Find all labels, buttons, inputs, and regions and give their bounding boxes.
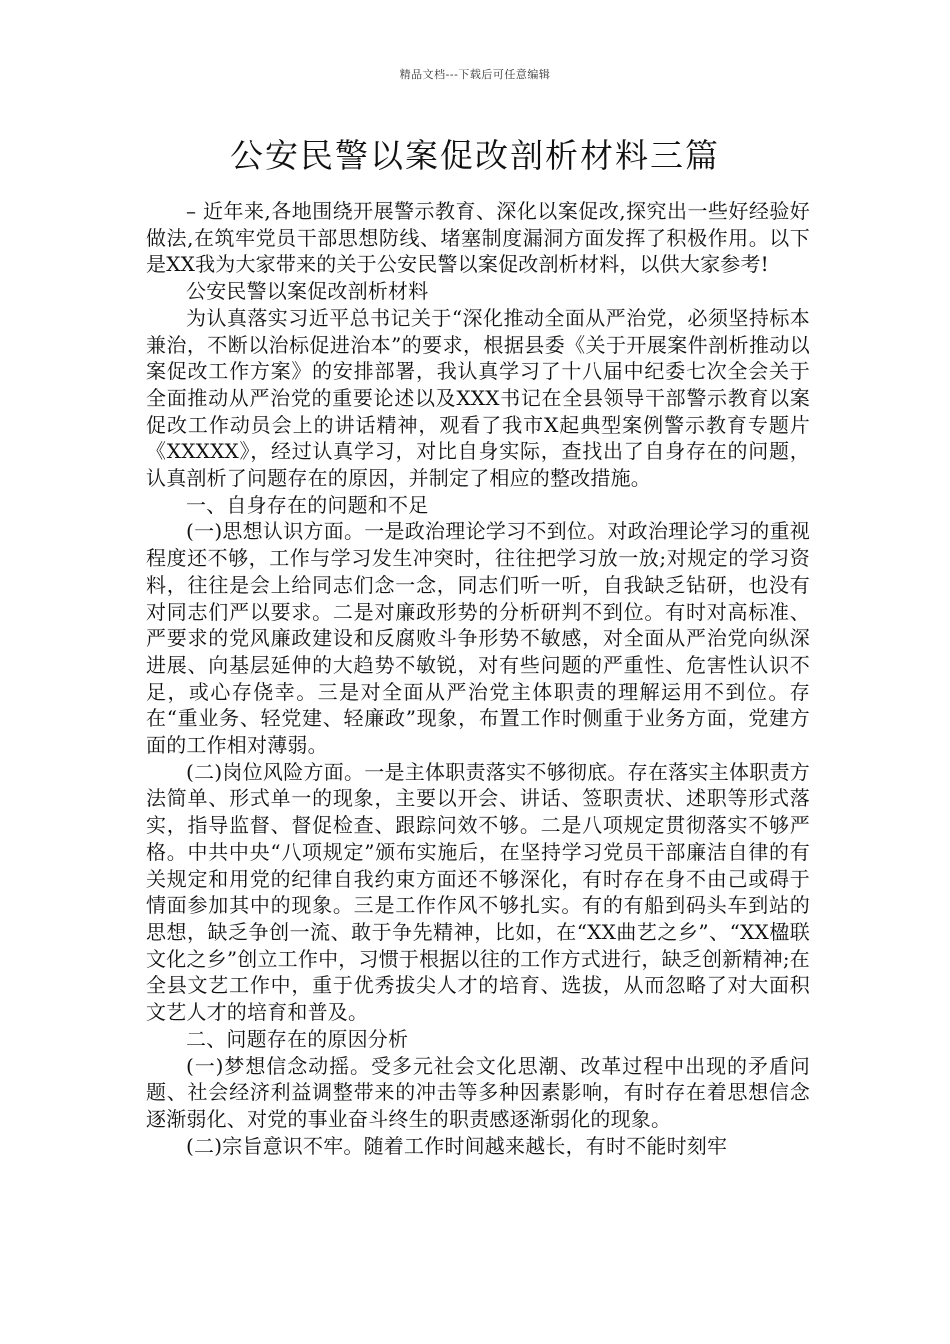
paragraph-belief: (一)梦想信念动摇。受多元社会文化思潮、改革过程中出现的矛盾问题、社会经济利益调整带来的冲击等多种因素影响，有时存在着思想信念逐渐弱化、对党的事业奋斗终生的职责感逐渐弱化的现象。 [146,1053,810,1131]
paragraph-post-risk: (二)岗位风险方面。一是主体职责落实不够彻底。存在落实主体职责方法简单、形式单一的现象，主要以开会、讲话、签职责状、述职等形式落实，指导监督、督促检查、跟踪问效不够。二是八项规定贯彻落实不够严格。中共中央“八项规定”颁布实施后，在坚持学习党员干部廉洁自律的有关规定和用党的纪律自我约束方面还不够深化，有时存在身不由己或碍于情面参加其中的现象。三是工作作风不够扎实。有的有船到码头车到站的思想，缺乏争创一流、敢于争先精神，比如，在“XX曲艺之乡”、“XX楹联文化之乡”创立工作中，习惯于根据以往的工作方式进行，缺乏创新精神;在全县文艺工作中，重于优秀拔尖人才的培育、选拔，从而忽略了对大面积文艺人才的培育和普及。 [146,759,810,1025]
paragraph-purpose: (二)宗旨意识不牢。随着工作时间越来越长，有时不能时刻牢 [186,1133,728,1158]
section-heading-causes: 二、问题存在的原因分析 [186,1026,409,1051]
paragraph-subtitle: 公安民警以案促改剖析材料 [186,279,429,304]
document-body [146,198,810,1159]
document-title: 公安民警以案促改剖析材料三篇 [230,136,720,175]
section-heading-problems: 一、自身存在的问题和不足 [186,492,429,517]
paragraph-ideology: (一)思想认识方面。一是政治理论学习不到位。对政治理论学习的重视程度还不够，工作与学习发生冲突时，往往把学习放一放;对规定的学习资料，往往是会上给同志们念一念，同志们听一听，自我缺乏钻研，也没有对同志们严以要求。二是对廉政形势的分析研判不到位。有时对高标准、严要求的党风廉政建设和反腐败斗争形势不敏感，对全面从严治党向纵深进展、向基层延伸的大趋势不敏锐，对有些问题的严重性、危害性认识不足，或心存侥幸。三是对全面从严治党主体职责的理解运用不到位。存在“重业务、轻党建、轻廉政”现象，布置工作时侧重于业务方面，党建方面的工作相对薄弱。 [146,519,810,758]
paragraph-preface: 为认真落实习近平总书记关于“深化推动全面从严治党，必须坚持标本兼治，不断以治标促进治本”的要求，根据县委《关于开展案件剖析推动以案促改工作方案》的安排部署，我认真学习了十八届中纪委七次全会关于全面推动从严治党的重要论述以及XXX书记在全县领导干部警示教育以案促改工作动员会上的讲话精神，观看了我市X起典型案例警示教育专题片《XXXXX》，经过认真学习，对比自身实际，查找出了自身存在的问题，认真剖析了问题存在的原因，并制定了相应的整改措施。 [146,305,810,491]
header-note: 精品文档---下载后可任意编辑 [399,68,551,81]
paragraph-intro: – 近年来,各地围绕开展警示教育、深化以案促改,探究出一些好经验好做法,在筑牢党员干部思想防线、堵塞制度漏洞方面发挥了积极作用。以下是XX我为大家带来的关于公安民警以案促改剖析材料，以供大家参考! [146,199,810,277]
